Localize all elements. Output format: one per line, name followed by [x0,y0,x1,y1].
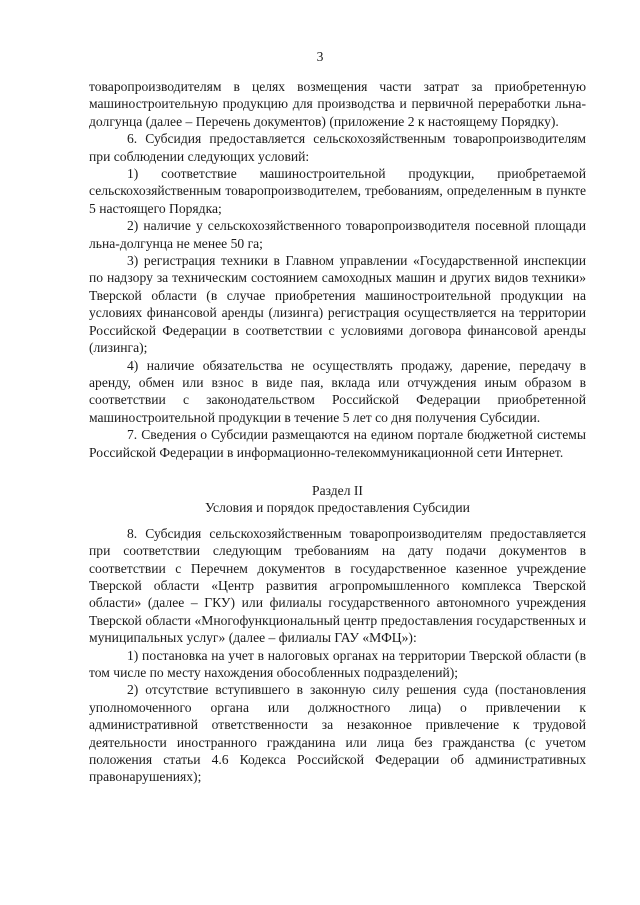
section-spacer-after [89,517,586,525]
section-number: Раздел II [312,482,363,498]
paragraph-7: 7. Сведения о Субсидии размещаются на едином портале бюджетной системы Российской Федерации в информационно-телекоммуникационной сети Интернет. [89,427,586,460]
paragraph-6-item-2: 2) наличие у сельскохозяйственного товаропроизводителя посевной площади льна-долгунца не менее 50 га; [89,218,586,251]
paragraph-6-item-1: 1) соответствие машиностроительной продукции, приобретаемой сельскохозяйственным товаропроизводителем, требованиям, определенным в пункте 5 настоящего Порядка; [89,166,586,216]
paragraph-6-item-4: 4) наличие обязательства не осуществлять продажу, дарение, передачу в аренду, обмен или взнос в виде пая, вклада или отчуждения иным образом в соответствии с законодательством Российской Федерации приобретенной машиностроительной продукции в течение 5 лет со дня получения Субсидии. [89,357,586,425]
section-title: Условия и порядок предоставления Субсидии [205,500,470,516]
paragraph-8-item-1: 1) постановка на учет в налоговых органах на территории Тверской области (в том числе по месту нахождения обособленных подразделений); [89,647,586,680]
section-spacer [89,461,586,482]
document-body [89,78,586,786]
page-number: 3 [316,49,324,64]
paragraph-6: 6. Субсидия предоставляется сельскохозяйственным товаропроизводителям при соблюдении следующих условий: [89,131,586,164]
paragraph-8: 8. Субсидия сельскохозяйственным товаропроизводителям предоставляется при соответствии следующим требованиям на дату подачи документов в соответствии с Перечнем документов в государственное казенное учреждение Тверской области «Центр развития агропромышленного комплекса Тверской области» (далее – ГКУ) или филиалы государственного автономного учреждения Тверской области «Многофункциональный центр предоставления государственных и муниципальных услуг» (далее – филиалы ГАУ «МФЦ»): [89,525,586,646]
paragraph-8-item-2: 2) отсутствие вступившего в законную силу решения суда (постановления уполномоченного органа или должностного лица) о привлечении к административной ответственности за незаконное привлечение к трудовой деятельности иностранного гражданина или лица без гражданства (с учетом положения статьи 4.6 Кодекса Российской Федерации об административных правонарушениях); [89,682,586,785]
paragraph-6-item-3: 3) регистрация техники в Главном управлении «Государственной инспекции по надзору за техническим состоянием самоходных машин и других видов техники» Тверской области (в случае приобретения машиностроительной продукции на условиях финансовой аренды (лизинга) регистрация осуществляется на территории Российской Федерации в соответствии с условиями договора финансовой аренды (лизинга); [89,253,586,356]
paragraph-continuation: товаропроизводителям в целях возмещения части затрат за приобретенную машиностроительную продукцию для производства и первичной переработки льна-долгунца (далее – Перечень документов) (приложение 2 к настоящему Порядку). [89,79,586,129]
